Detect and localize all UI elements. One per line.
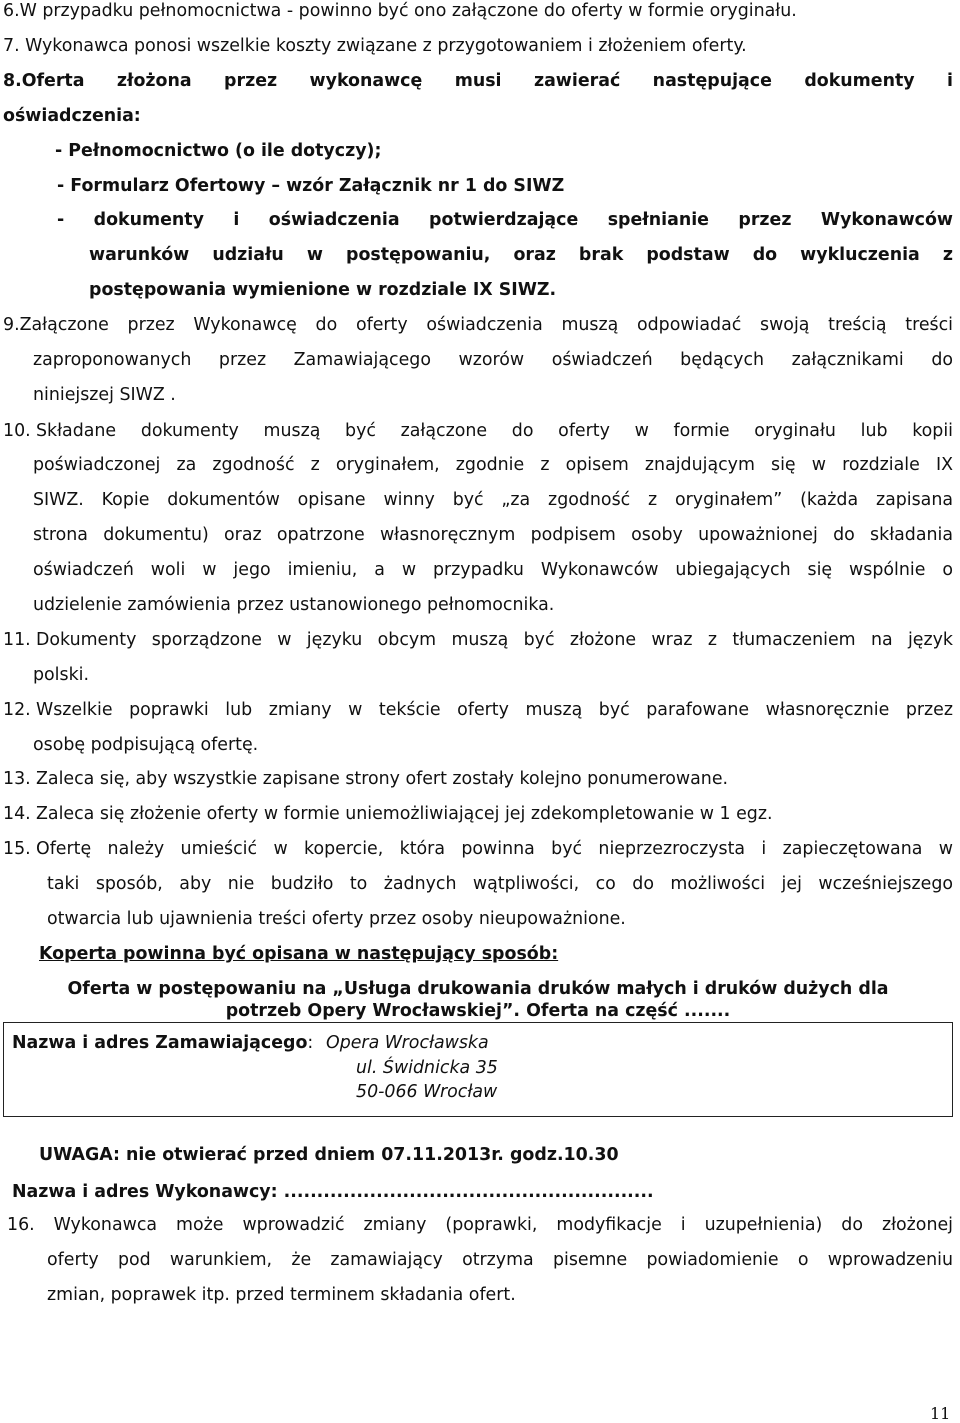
item-8-line-1: 8.Oferta złożona przez wykonawcę musi zawierać następujące dokumenty i [3, 71, 953, 91]
ordering-party-street: ul. Świdnicka 35 [356, 1058, 498, 1078]
item-10-line-1: Składane dokumenty muszą być załączone do oferty w formie oryginału lub kopii [36, 421, 953, 441]
item-13-line-1: Zaleca się, aby wszystkie zapisane strony ofert zostały kolejno ponumerowane. [36, 769, 729, 789]
envelope-title-line-2: potrzeb Opery Wrocławskiej”. Oferta na część ....... [225, 1001, 731, 1021]
item-8-line-2: oświadczenia: [3, 106, 141, 126]
item-15-line-2: taki sposób, aby nie budziło to żadnych wątpliwości, co do możliwości jej wcześniejszego [47, 874, 953, 894]
item-8-bullet-2: - Formularz Ofertowy – wzór Załącznik nr 1 do SIWZ [57, 176, 565, 196]
item-9-line-2: zaproponowanych przez Zamawiającego wzorów oświadczeń będących załącznikami do [33, 350, 953, 370]
item-6: 6.W przypadku pełnomocnictwa - powinno być ono załączone do oferty w formie oryginału. [3, 1, 797, 21]
item-10-line-3: SIWZ. Kopie dokumentów opisane winny być „za zgodność z oryginałem” (każda zapisana [33, 490, 953, 510]
item-10-line-6: udzielenie zamówienia przez ustanowionego pełnomocnika. [33, 595, 555, 615]
item-10-number: 10. [3, 421, 31, 441]
item-7: 7. Wykonawca ponosi wszelkie koszty związane z przygotowaniem i złożeniem oferty. [3, 36, 747, 56]
ordering-party-city: 50-066 Wrocław [356, 1082, 498, 1102]
item-10-line-2: poświadczonej za zgodność z oryginałem, zgodnie z opisem znajdującym się w rozdziale IX [33, 455, 953, 475]
opening-warning: UWAGA: nie otwierać przed dniem 07.11.2013r. godz.10.30 [39, 1145, 619, 1165]
ordering-party-label-row [12, 1032, 313, 1054]
envelope-heading: Koperta powinna być opisana w następujący sposób: [39, 944, 559, 964]
envelope-title-line-1: Oferta w postępowaniu na „Usługa drukowania druków małych i druków dużych dla [67, 979, 889, 999]
item-15-line-3: otwarcia lub ujawnienia treści oferty przez osoby nieupoważnione. [47, 909, 626, 929]
item-11-line-2: polski. [33, 665, 90, 685]
item-10-line-4: strona dokumentu) oraz opatrzone własnoręcznym podpisem osoby upoważnionej do składania [33, 525, 953, 545]
item-12-line-1: Wszelkie poprawki lub zmiany w tekście oferty muszą być parafowane własnoręcznie przez [36, 700, 953, 720]
item-16-line-3: zmian, poprawek itp. przed terminem składania ofert. [47, 1285, 516, 1305]
item-8-bullet-1: - Pełnomocnictwo (o ile dotyczy); [55, 141, 382, 161]
item-9-line-3: niniejszej SIWZ . [33, 385, 176, 405]
item-9-line-1: 9.Załączone przez Wykonawcę do oferty oświadczenia muszą odpowiadać swoją treścią treści [3, 315, 953, 335]
item-15-number: 15. [3, 839, 31, 859]
ordering-party-box [3, 1022, 953, 1117]
item-8-bullet-3-line-1: - dokumenty i oświadczenia potwierdzające spełnianie przez Wykonawców [57, 210, 953, 230]
item-16-line-1: 16. Wykonawca może wprowadzić zmiany (poprawki, modyfikacje i uzupełnienia) do złożonej [7, 1215, 953, 1235]
item-14-line-1: Zaleca się złożenie oferty w formie uniemożliwiającej jej zdekompletowanie w 1 egz. [36, 804, 773, 824]
item-8-bullet-3-line-3: postępowania wymienione w rozdziale IX SIWZ. [89, 280, 557, 300]
item-14-number: 14. [3, 804, 31, 824]
item-12-number: 12. [3, 700, 31, 720]
item-16-line-2: oferty pod warunkiem, że zamawiający otrzyma pisemne powiadomienie o wprowadzeniu [47, 1250, 953, 1270]
ordering-party-label: Nazwa i adres Zamawiającego [12, 1033, 308, 1053]
ordering-party-name: Opera Wrocławska [326, 1033, 489, 1053]
page-number: 11 [930, 1404, 951, 1423]
item-10-line-5: oświadczeń woli w jego imieniu, a w przypadku Wykonawców ubiegających się wspólnie o [33, 560, 953, 580]
item-15-line-1: Ofertę należy umieścić w kopercie, która powinna być nieprzezroczysta i zapieczętowana w [36, 839, 953, 859]
item-11-number: 11. [3, 630, 31, 650]
item-8-bullet-3-line-2: warunków udziału w postępowaniu, oraz brak podstaw do wykluczenia z [89, 245, 953, 265]
contractor-name-address: Nazwa i adres Wykonawcy: ........................................................ [12, 1182, 654, 1202]
ordering-party-colon: : [307, 1033, 314, 1053]
item-13-number: 13. [3, 769, 31, 789]
item-12-line-2: osobę podpisującą ofertę. [33, 735, 259, 755]
item-11-line-1: Dokumenty sporządzone w języku obcym muszą być złożone wraz z tłumaczeniem na język [36, 630, 953, 650]
